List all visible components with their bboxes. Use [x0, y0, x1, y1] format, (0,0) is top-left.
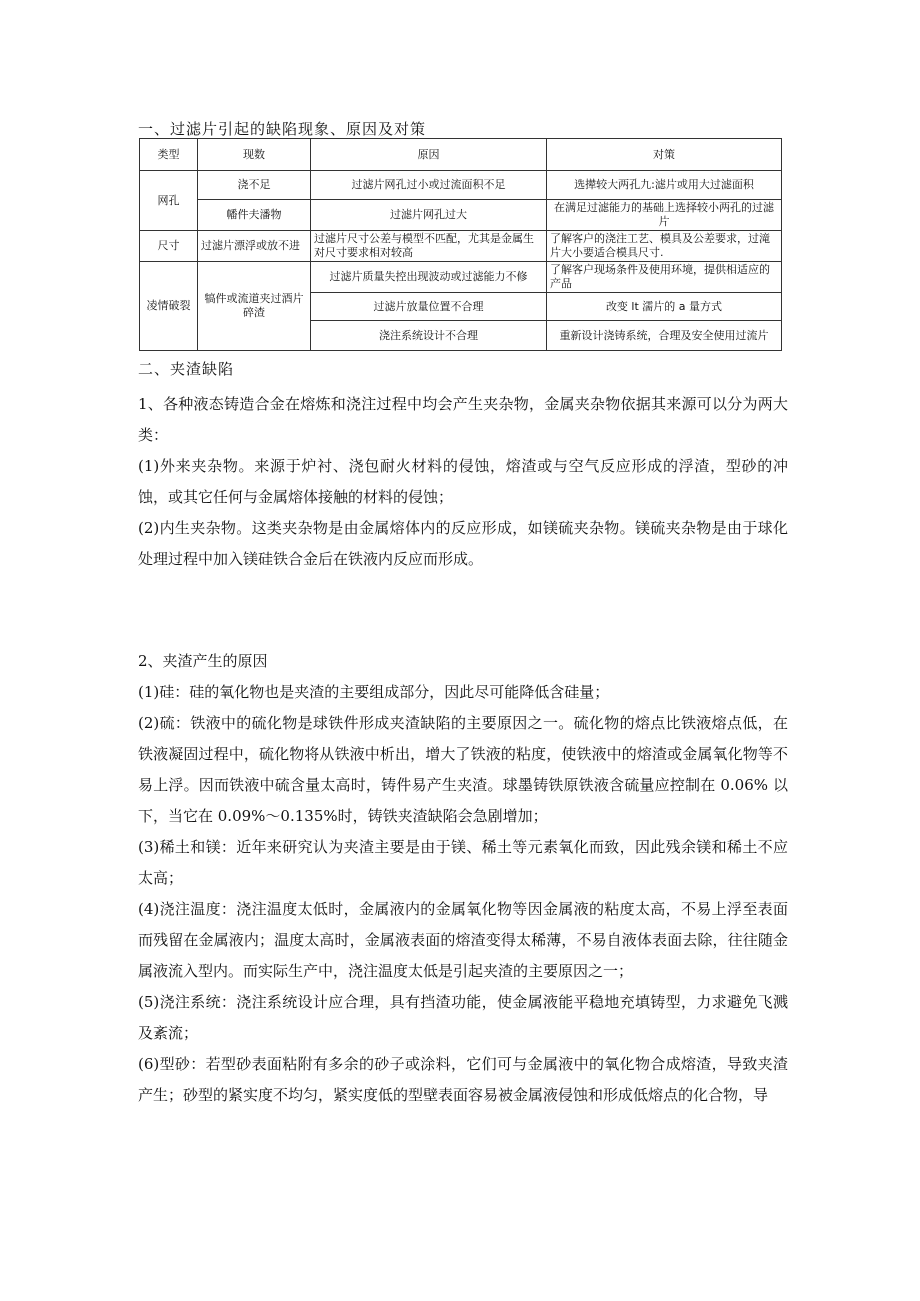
header-cause: 原因 — [311, 139, 547, 171]
cause-cell: 过滤片尺寸公差与模型不匹配，尤其是金属生对尺寸要求相对较高 — [311, 231, 547, 262]
table-row — [140, 262, 782, 293]
paragraph: (1)外来夹杂物。来源于炉衬、浇包耐火材料的侵蚀，熔渣或与空气反应形成的浮渣，型砂的冲蚀，或其它任何与金属熔体接触的材料的侵蚀； — [138, 457, 788, 506]
cause-cell: 过滤片网孔过小或过流面积不足 — [311, 171, 547, 200]
type-cell: 凌情破裂 — [140, 262, 198, 351]
measure-cell: 在满足过滤能力的基础上选择较小两孔的过滤片 — [547, 200, 782, 231]
cause-cell: 浇注系统设计不合理 — [311, 321, 547, 351]
header-type: 类型 — [140, 139, 198, 171]
measure-cell: 了解客户的浇注工艺、模具及公差要求，过滝片大小要适合模具尺寸. — [547, 231, 782, 262]
table-row — [140, 200, 782, 231]
table-header-row — [140, 139, 782, 171]
cause-paragraph: (6)型砂：若型砂表面粘附有多余的砂子或涂料，它们可与金属液中的氧化物合成熔渣，导致夹渣产生；砂型的紧实度不均匀，紧实度低的型壁表面容易被金属液侵蚀和形成低熔点的化合物，导 — [138, 1055, 788, 1104]
cause-cell: 过滤片质量失控出现波动或过滤能力不修 — [311, 262, 547, 293]
causes-heading: 2、夹渣产生的原因 — [138, 652, 268, 670]
type-cell: 尺寸 — [140, 231, 198, 262]
cause-cell: 过滤片放量位置不合理 — [311, 293, 547, 321]
type-cell: 网孔 — [140, 171, 198, 231]
filter-defects-table — [139, 138, 782, 351]
header-measure: 对策 — [547, 139, 782, 171]
intro-paragraphs — [138, 389, 788, 575]
phenomenon-cell: 幡件夫潘物 — [198, 200, 311, 231]
causes-section — [138, 646, 788, 1111]
phenomenon-cell: 浇不足 — [198, 171, 311, 200]
measure-cell: 了解客户现场条件及使用环境，提供相适应的产品 — [547, 262, 782, 293]
measure-cell: 选撵较大两孔九:滤片或用大过滤面积 — [547, 171, 782, 200]
section-title-slag-defects: 二、夹渣缺陷 — [138, 360, 235, 378]
measure-cell: 重新设计浇铸系统，合理及安全使用过流片 — [547, 321, 782, 351]
paragraph: (2)内生夹杂物。这类夹杂物是由金属熔体内的反应形成，如镁硫夹杂物。镁硫夹杂物是由于球化处理过程中加入镁硅铁合金后在铁液内反应而形成。 — [138, 519, 788, 568]
phenomenon-cell: 犒件或流道夹过酒片碎渣 — [198, 262, 311, 351]
table-row — [140, 231, 782, 262]
cause-paragraph: (1)硅：硅的氧化物也是夹渣的主要组成部分，因此尽可能降低含硅量； — [138, 683, 610, 701]
cause-paragraph: (2)硫：铁液中的硫化物是球铁件形成夹渣缺陷的主要原因之一。硫化物的熔点比铁液熔点低，在铁液凝固过程中，硫化物将从铁液中析出，增大了铁液的粘度，使铁液中的熔渣或金属氧化物等不易上浮。因而铁液中硫含量太高时，铸件易产生夹渣。球墨铸铁原铁液含硫量应控制在 0.06% 以下，当它在 0.09%～0.135%时，铸铁夹渣缺陷会急剧增加； — [138, 714, 788, 825]
header-phenomenon: 现数 — [198, 139, 311, 171]
table-row — [140, 171, 782, 200]
measure-cell: 改变 lt 濡片的 a 量方式 — [547, 293, 782, 321]
cause-paragraph: (3)稀土和镁：近年来研究认为夹渣主要是由于镁、稀土等元素氧化而致，因此残余镁和稀土不应太高； — [138, 838, 788, 887]
paragraph: 1、各种液态铸造合金在熔炼和浇注过程中均会产生夹杂物，金属夹杂物依据其来源可以分为两大类： — [138, 395, 788, 444]
cause-paragraph: (4)浇注温度：浇注温度太低时，金属液内的金属氧化物等因金属液的粘度太高，不易上浮至表面而残留在金属液内；温度太高时，金属液表面的熔渣变得太稀薄，不易自液体表面去除，往往随金属液流入型内。而实际生产中，浇注温度太低是引起夹渣的主要原因之一； — [138, 900, 788, 980]
cause-cell: 过滤片网孔过大 — [311, 200, 547, 231]
cause-paragraph: (5)浇注系统：浇注系统设计应合理，具有挡渣功能，使金属液能平稳地充填铸型，力求避免飞溅及紊流； — [138, 993, 788, 1042]
section-title-filter-defects: 一、过滤片引起的缺陷现象、原因及对策 — [138, 120, 427, 138]
phenomenon-cell: 过滤片漂浮或放不进 — [198, 231, 311, 262]
